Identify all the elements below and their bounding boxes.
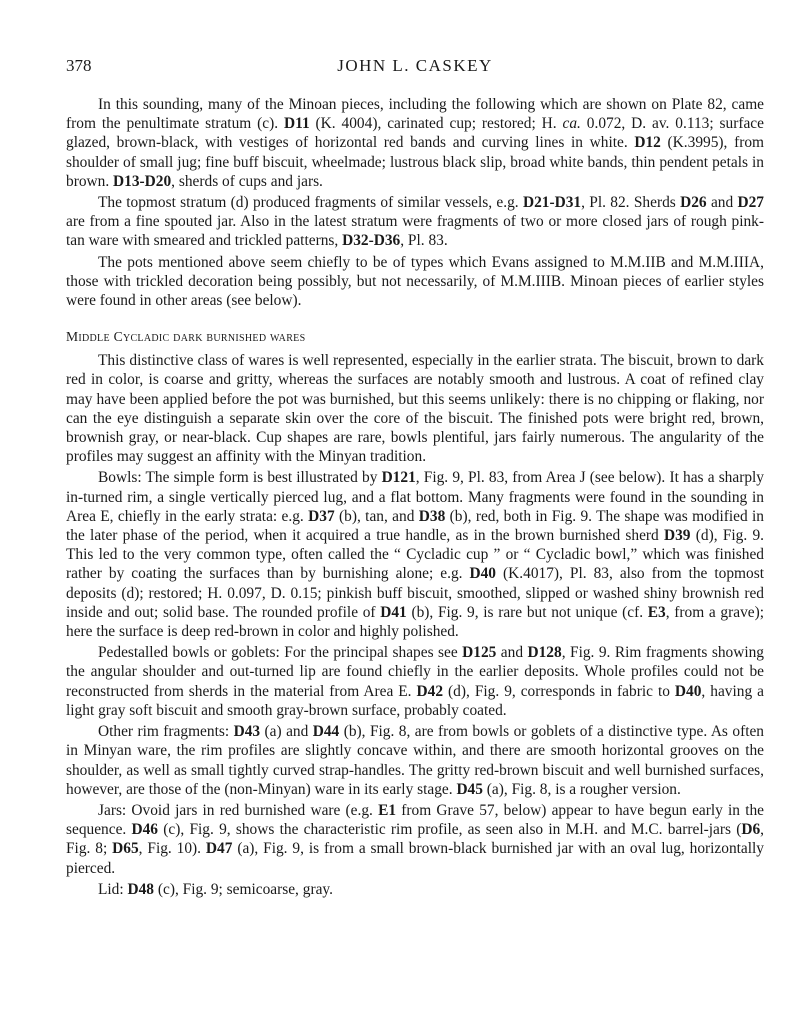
catalogue-ref: D12 <box>634 134 661 152</box>
section-heading: Middle Cycladic dark burnished wares <box>66 329 306 345</box>
text-run: (K.3995), from shoulder of small jug; fine buff biscuit, wheelmade; lustrous black slip, broad white bands, thin pendent petals in brown. <box>66 134 764 190</box>
catalogue-ref: D26 <box>680 194 707 212</box>
catalogue-ref: D128 <box>527 644 562 662</box>
text-run: The topmost stratum (d) produced fragments of similar vessels, e.g. <box>98 194 523 212</box>
text-run: , from a grave); here the surface is deep red-brown in color and highly polished. <box>66 603 764 641</box>
text-run: (b), Fig. 9, is rare but not unique (cf. <box>406 603 648 621</box>
text-run: (b), Fig. 8, are from bowls or goblets of a distinctive type. As often in Minyan ware, the rim profiles are slightly concave within, and there are smooth horizontal grooves on the shoulder, as well as small tightly curved strap-handles. The gritty red-brown biscuit and well burnished surfaces, however, are those of the (non-Minyan) ware in its early stage. <box>66 723 764 798</box>
paragraph <box>66 801 764 878</box>
catalogue-ref: D21-D31 <box>522 194 582 212</box>
page-header <box>66 56 764 86</box>
text-run: (c), Fig. 9, shows the characteristic rim profile, as seen also in M.H. and M.C. barrel-jars ( <box>158 821 742 839</box>
text-run: and <box>706 194 738 212</box>
paragraph <box>66 193 764 251</box>
catalogue-ref: D32-D36 <box>342 232 401 250</box>
text-run: (b), red, both in Fig. 9. The shape was modified in the later phase of the period, when it acquired a true handle, as in the brown burnished sherd <box>66 507 764 545</box>
text-run: Jars: Ovoid jars in red burnished ware (e.g. <box>98 801 379 819</box>
catalogue-ref: D11 <box>283 115 310 133</box>
text-run: (K.4017), Pl. 83, also from the topmost deposits (d); restored; H. 0.097, D. 0.15; pinkish buff biscuit, smoothed, slipped or washed shiny brownish red inside and out; solid base. The rounded profile of <box>66 565 764 621</box>
catalogue-ref: D42 <box>416 682 444 700</box>
catalogue-ref: D43 <box>233 723 261 741</box>
catalogue-ref: D40 <box>469 565 497 583</box>
text-run: Lid: <box>98 880 128 898</box>
text-run: , Fig. 9. Rim fragments showing the angular shoulder and out-turned lip are found chiefly in the earlier deposits. Whole profiles could not be reconstructed from sherds in the material from Area E. <box>66 644 764 700</box>
body-text-top <box>66 95 764 310</box>
catalogue-ref: D13-D20 <box>113 172 172 190</box>
catalogue-ref: D37 <box>308 507 335 525</box>
text-run: (b), tan, and <box>334 507 419 525</box>
paragraph <box>66 468 764 641</box>
text-run: In this sounding, many of the Minoan pieces, including the following which are shown on Plate 82, came from the penultimate stratum (c). <box>66 96 764 133</box>
running-head: JOHN L. CASKEY <box>337 56 493 75</box>
catalogue-ref: D44 <box>312 723 340 741</box>
catalogue-ref: D48 <box>127 880 155 898</box>
text-run: , Fig. 8; <box>66 821 764 858</box>
paragraph <box>66 253 764 311</box>
paragraph <box>66 880 764 899</box>
text-run: from Grave 57, below) appear to have begun early in the sequence. <box>66 801 765 839</box>
text-run: , having a light gray soft biscuit and smooth gray-brown surface, probably coated. <box>66 682 764 719</box>
text-run: are from a fine spouted jar. Also in the latest stratum were fragments of two or more closed jars of rough pink-tan ware with smeared and trickled patterns, <box>66 213 764 250</box>
text-run: This distinctive class of wares is well represented, especially in the earlier strata. The biscuit, brown to dark red in color, is coarse and gritty, whereas the surfaces are notably smooth and lustrous. A coat of refined clay may have been applied before the pot was burnished, but this seems unlikely: there is no chipping or flaking, nor can the eye distinguish a separate skin over the core of the biscuit. The finished pots were bright red, brown, brownish gray, or near-black. Cup shapes are rare, bowls plentiful, jars fairly numerous. The angularity of the profiles may suggest an affinity with the Minyan tradition. <box>66 352 764 466</box>
paragraph <box>66 643 764 720</box>
paragraph <box>66 722 764 799</box>
catalogue-ref: D45 <box>456 780 483 798</box>
text-run: , sherds of cups and jars. <box>171 172 323 190</box>
text-run: (a) and <box>260 723 313 741</box>
catalogue-ref: D46 <box>131 821 159 839</box>
catalogue-ref: D125 <box>462 644 497 662</box>
catalogue-ref: D6 <box>741 821 761 839</box>
text-run: (a), Fig. 8, is a rougher version. <box>482 780 681 798</box>
text-run: (c), Fig. 9; semicoarse, gray. <box>154 880 333 898</box>
text-run: Bowls: The simple form is best illustrated by <box>98 469 382 487</box>
text-run: , Pl. 82. Sherds <box>581 194 681 212</box>
text-run: , Fig. 10). <box>138 840 206 858</box>
text-run: (K. 4004), carinated cup; restored; H. <box>309 115 563 133</box>
catalogue-ref: D47 <box>205 840 233 858</box>
page <box>66 56 764 901</box>
catalogue-ref: D38 <box>418 507 446 525</box>
page-number: 378 <box>66 56 92 75</box>
text-run: (d), Fig. 9, corresponds in fabric to <box>443 682 675 700</box>
catalogue-ref: D65 <box>112 840 139 858</box>
text-run: Other rim fragments: <box>98 723 234 741</box>
text-run: 0.072, D. av. 0.113; surface glazed, brown-black, with vestiges of horizontal red bands and curving lines in white. <box>66 115 764 152</box>
paragraph <box>66 95 764 191</box>
paragraph <box>66 351 764 466</box>
text-run: , Fig. 9, Pl. 83, from Area J (see below). It has a sharply in-turned rim, a single vertically pierced lug, and a flat bottom. Many fragments were found in the sounding in Area E, chiefly in the early strata: e.g. <box>66 469 765 525</box>
text-run: The pots mentioned above seem chiefly to be of types which Evans assigned to M.M.IIB and M.M.IIIA, those with trickled decoration being possibly, but not necessarily, of M.M.IIIB. Minoan pieces of earlier styles were found in other areas (see below). <box>66 253 764 310</box>
catalogue-ref: D41 <box>380 603 407 621</box>
body-text-section <box>66 351 764 899</box>
italic-text: ca. <box>562 115 581 133</box>
catalogue-ref: E1 <box>378 801 397 819</box>
catalogue-ref: D121 <box>381 469 416 487</box>
catalogue-ref: D27 <box>737 194 765 212</box>
catalogue-ref: E3 <box>647 603 666 621</box>
catalogue-ref: D40 <box>674 682 702 700</box>
text-run: Pedestalled bowls or goblets: For the principal shapes see <box>98 644 463 662</box>
catalogue-ref: D39 <box>664 527 691 545</box>
text-run: (a), Fig. 9, is from a small brown-black burnished jar with an oval lug, horizontally pierced. <box>66 840 764 877</box>
text-run: and <box>496 644 528 662</box>
text-run: , Pl. 83. <box>400 232 448 250</box>
text-run: (d), Fig. 9. This led to the very common type, often called the “ Cycladic cup ” or “ Cycladic bowl,” which was finished rather by coating the surfaces than by burnishing alone; e.g. <box>66 527 764 583</box>
